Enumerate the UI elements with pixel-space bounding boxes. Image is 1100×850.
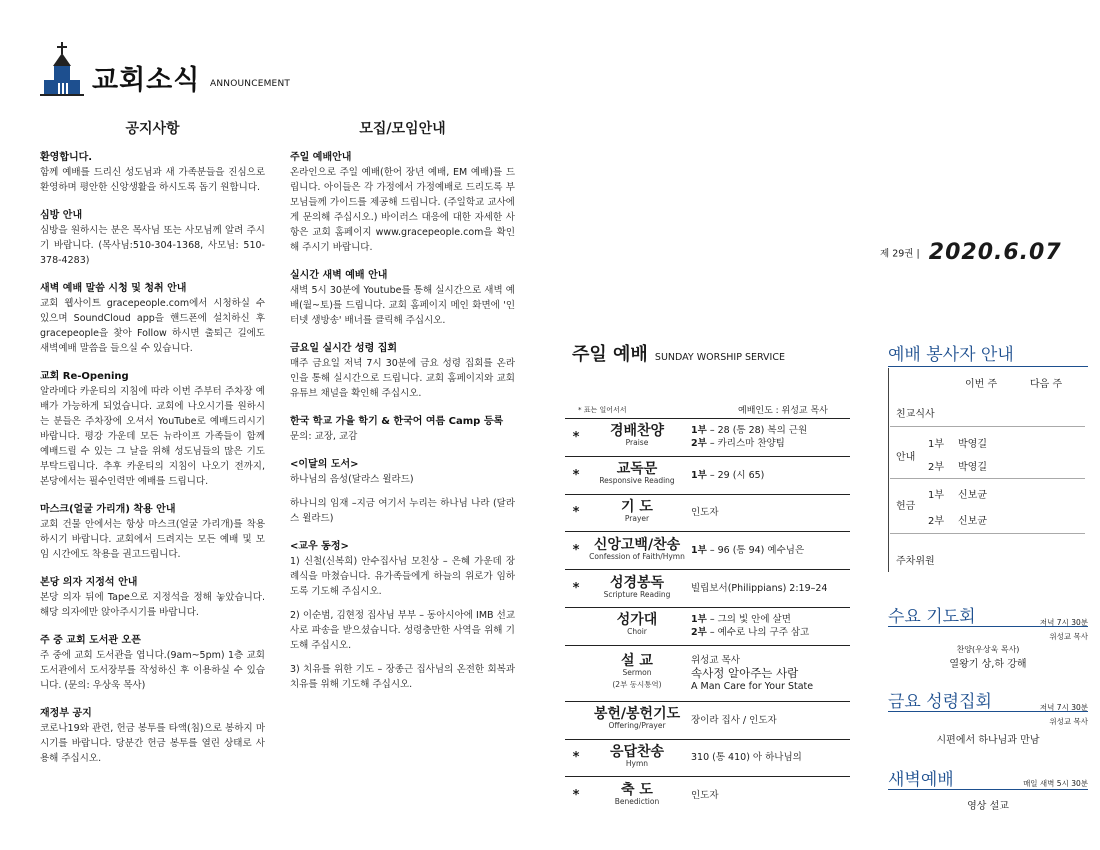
usher-part-1: 1부 xyxy=(928,439,945,450)
dawn-service-topic: 영상 설교 xyxy=(967,801,1009,812)
order-line: 310 (통 410) 아 하나님의 xyxy=(691,752,802,764)
order-name xyxy=(587,708,687,732)
page-title: 교회소식 xyxy=(92,65,201,96)
issue-date: 2020.6.07 xyxy=(928,240,1062,265)
notice-item xyxy=(40,281,265,356)
volunteers-border xyxy=(888,368,889,572)
order-name-ko: 성가대 xyxy=(616,612,658,629)
order-content xyxy=(687,506,850,519)
notice-body: 코로나19와 관련, 헌금 봉투를 타액(침)으로 봉하지 마시기를 바랍니다. 당분간 헌금 봉투를 열린 상태로 사용해 주십시오. xyxy=(40,723,265,764)
order-content xyxy=(687,613,850,639)
notice-body: 주 중에 교회 도서관을 엽니다.(9am~5pm) 1층 교회 도서관에서 도서장부를 작성하신 후 이용하실 수 있습니다. (문의: 우상욱 목사) xyxy=(40,650,265,691)
order-row xyxy=(565,569,850,607)
news-3: 3) 치유를 위한 기도 – 장종근 집사님의 온전한 회복과 치유를 위해 기도해 주십시오. xyxy=(290,664,515,690)
wed-prayer-title: 수요 기도회 xyxy=(888,607,976,627)
order-row xyxy=(565,739,850,777)
recruit-body: 온라인으로 주일 예배(한어 장년 예배, EM 예배)를 드립니다. 아이들은 각 가정에서 가정예배로 드리도록 부모님들께 가이드를 제공해 드립니다. (주일학교 교사에게 문의해 주십시오.) 바이러스 대응에 대한 자세한 사항은 교회 홈페이지 www.gracepeople.com을 확인해 주시기 바랍니다. xyxy=(290,167,515,253)
order-name-en: Hymn xyxy=(625,758,649,768)
order-content xyxy=(687,654,850,693)
order-line: – 96 (통 94) 예수님은 xyxy=(706,545,805,557)
order-line: – 카리스마 찬양팀 xyxy=(706,438,785,450)
notice-item xyxy=(40,502,265,562)
notice-body: 심방을 원하시는 분은 목사님 또는 사모님께 알려 주시기 바랍니다. (목사님:510-304-1368, 사모님: 510-378-4283) xyxy=(40,225,265,266)
order-name-ko: 기 도 xyxy=(621,498,653,515)
offering-name-2: 신보균 xyxy=(958,516,987,527)
order-name-ko: 교독문 xyxy=(616,461,658,478)
stand-mark: * xyxy=(572,788,580,804)
stand-mark: * xyxy=(572,543,580,559)
recruit-body: 매주 금요일 저녁 7시 30분에 금요 성령 집회를 온라인을 통해 실시간으로 드립니다. 교회 홈페이지와 교회 유튜브 채널을 확인해 주십시오. xyxy=(290,358,515,399)
notice-item xyxy=(40,208,265,268)
notice-title: 본당 의자 지정석 안내 xyxy=(40,577,138,588)
order-name xyxy=(587,536,687,563)
order-row xyxy=(565,418,850,456)
stand-mark: * xyxy=(572,581,580,597)
stand-note: * 표는 일어서서 xyxy=(578,406,627,414)
notice-title: 교회 Re-Opening xyxy=(40,371,129,382)
divider xyxy=(890,426,1085,427)
order-line: – 예수로 나의 구주 삼고 xyxy=(706,627,810,639)
recruit-item xyxy=(290,268,515,328)
order-name-en: Confession of Faith/Hymn xyxy=(589,551,685,561)
part-label: 2부 xyxy=(691,438,707,450)
notice-item xyxy=(40,369,265,489)
order-line: 빌립보서(Philippians) 2:19–24 xyxy=(691,583,828,595)
part-label: 1부 xyxy=(691,614,707,626)
usher-name-2: 박영길 xyxy=(958,462,987,473)
part-label: 1부 xyxy=(691,425,707,437)
order-content xyxy=(687,714,850,727)
recruit-title: 주일 예배안내 xyxy=(290,152,352,163)
order-row xyxy=(565,701,850,739)
recruit-column xyxy=(290,118,515,705)
order-name-note: (2부 동시통역) xyxy=(612,680,662,690)
recruit-title: <교우 동정> xyxy=(290,541,349,552)
fri-meeting-time: 저녁 7시 30분 xyxy=(1039,703,1088,712)
dawn-service-title: 새벽예배 xyxy=(888,770,954,790)
notice-title: 심방 안내 xyxy=(40,210,83,221)
sermon-title-en: A Man Care for Your State xyxy=(691,680,814,692)
volunteers-underline xyxy=(888,366,1088,367)
wed-prayer-preacher: 찬양(우상욱 목사) xyxy=(956,645,1020,654)
news-1: 1) 신철(신복희) 안수집사님 모친상 – 은혜 가운데 장례식을 마쳤습니다. 유가족들에게 하늘의 위로가 임하도록 기도해 주십시오. xyxy=(290,556,515,597)
notices-column xyxy=(40,118,265,779)
notice-title: 주 중 교회 도서관 오픈 xyxy=(40,635,141,646)
order-name-ko: 응답찬송 xyxy=(609,743,665,760)
issue-info xyxy=(880,240,1062,265)
order-name-en: Choir xyxy=(627,627,647,637)
order-row xyxy=(565,531,850,569)
church-icon xyxy=(40,42,84,98)
order-name xyxy=(587,614,687,638)
wed-prayer-leader: 위성교 목사 xyxy=(1049,632,1088,641)
notice-item xyxy=(40,633,265,693)
volunteers-title: 예배 봉사자 안내 xyxy=(888,345,1014,365)
order-name-en: Responsive Reading xyxy=(599,476,675,486)
next-week-header: 다음 주 xyxy=(1030,379,1063,390)
notice-body: 교회 웹사이트 gracepeople.com에서 시청하실 수 있으며 SoundCloud app을 핸드폰에 설치하신 후 gracepeople을 찾아 Follow 하시면 출퇴근 길에도 새벽예배 말씀을 들으실 수 있습니다. xyxy=(40,298,265,354)
news-2: 2) 이순범, 김현정 집사님 부부 – 동아시아에 IMB 선교사로 파송을 받으셨습니다. 성령충만한 사역을 위해 기도해 주십시오. xyxy=(290,610,515,651)
recruit-title: 금요일 실시간 성령 집회 xyxy=(290,343,398,354)
notice-body: 알라메다 카운티의 지침에 따라 이번 주부터 주차장 예배가 가능하게 되었습니다. 교회에 나오시기를 원하시는 분들은 주차장에 오셔서 YouTube로 예배드리시기 바랍니다. 평강 가운데 모든 뉴라이프 가족들이 함께 예배드릴 수 있는 그 날을 위해 성도님들의 많은 기도 부탁드립니다. 추후 카운티의 지침이 나오기 전까지, 본당에서는 필수인력만 예배를 드립니다. xyxy=(40,386,265,487)
divider xyxy=(890,478,1085,479)
notice-body: 본당 의자 뒤에 Tape으로 지정석을 정해 놓았습니다. 해당 의자에만 앉아주시기를 바랍니다. xyxy=(40,592,265,618)
order-content xyxy=(687,544,850,557)
order-name-en: Sermon xyxy=(622,668,652,678)
order-name xyxy=(587,781,687,808)
notice-item xyxy=(40,706,265,766)
part-label: 1부 xyxy=(691,545,707,557)
book-2: 하나니의 임재 –지금 여기서 누리는 하나님 나라 (달라스 윌라드) xyxy=(290,498,515,524)
worship-title-en: SUNDAY WORSHIP SERVICE xyxy=(654,352,785,363)
order-line: – 28 (통 28) 복의 근원 xyxy=(706,425,808,437)
offering-label: 헌금 xyxy=(896,501,916,512)
recruit-title: 실시간 새벽 예배 안내 xyxy=(290,270,388,281)
order-row xyxy=(565,494,850,532)
preacher: 위성교 목사 xyxy=(691,654,740,666)
dawn-service-time: 매일 새벽 5시 30분 xyxy=(1023,779,1088,788)
notice-title: 새벽 예배 말씀 시청 및 청취 안내 xyxy=(40,283,187,294)
order-content xyxy=(687,751,850,764)
recruit-item xyxy=(290,150,515,255)
order-line: 인도자 xyxy=(691,790,719,802)
worship-title xyxy=(572,340,785,366)
stand-mark: * xyxy=(572,467,580,483)
usher-label: 안내 xyxy=(896,452,916,463)
recruit-item xyxy=(290,457,515,526)
order-line: – 그의 빛 안에 살면 xyxy=(706,614,791,626)
divider xyxy=(890,533,1085,534)
order-name xyxy=(587,743,687,770)
order-name-en: Praise xyxy=(625,438,649,448)
fellowship-label: 친교식사 xyxy=(896,409,935,420)
order-row xyxy=(565,456,850,494)
notices-heading: 공지사항 xyxy=(125,121,180,137)
stand-mark: * xyxy=(572,429,580,445)
recruit-body: 새벽 5시 30분에 Youtube를 통해 실시간으로 새벽 예배(월~토)를 드립니다. 교회 홈페이지 메인 화면에 '인터넷 생방송' 배너를 클릭해 주십시오. xyxy=(290,285,515,326)
offering-name-1: 신보균 xyxy=(958,490,987,501)
recruit-item xyxy=(290,539,515,692)
order-name xyxy=(587,463,687,487)
notice-body: 교회 건물 안에서는 항상 마스크(얼굴 가리개)를 착용하시기 바랍니다. 교회에서 드려지는 모든 예배 및 모임 시간에도 착용을 권고드립니다. xyxy=(40,519,265,560)
order-line: – 29 (시 65) xyxy=(706,469,765,481)
worship-title-ko: 주일 예배 xyxy=(572,344,648,365)
fri-meeting-topic: 시편에서 하나님과 만남 xyxy=(936,735,1040,746)
notice-item xyxy=(40,575,265,620)
order-name-ko: 신앙고백/찬송 xyxy=(593,536,681,553)
recruit-title: 한국 학교 가을 학기 & 한국어 여름 Camp 등록 xyxy=(290,416,504,427)
order-row xyxy=(565,607,850,645)
recruit-body xyxy=(290,472,515,526)
book-1: 하나님의 음성(달라스 윌라드) xyxy=(290,474,414,485)
this-week-header: 이번 주 xyxy=(965,379,998,390)
notice-title: 환영합니다. xyxy=(40,152,93,163)
sermon-title-ko: 속사정 알아주는 사람 xyxy=(691,665,799,680)
order-name-en: Benediction xyxy=(614,796,660,806)
recruit-item xyxy=(290,341,515,401)
notice-body: 함께 예배를 드리신 성도님과 새 가족분들을 진심으로 환영하며 평안한 신앙생활을 하시도록 돕기 원합니다. xyxy=(40,167,265,193)
part-label: 2부 xyxy=(691,627,707,639)
order-content xyxy=(687,582,850,595)
order-name xyxy=(587,425,687,449)
order-content xyxy=(687,789,850,802)
order-content xyxy=(687,469,850,482)
order-name xyxy=(587,498,687,525)
order-name xyxy=(587,574,687,601)
page-subtitle: ANNOUNCEMENT xyxy=(210,79,291,89)
stand-mark: * xyxy=(572,750,580,766)
stand-mark: * xyxy=(572,505,580,521)
part-label: 1부 xyxy=(691,469,707,481)
worship-order xyxy=(565,418,850,814)
fri-meeting-title: 금요 성령집회 xyxy=(888,692,992,712)
order-name xyxy=(587,655,687,691)
order-name-ko: 축 도 xyxy=(621,781,653,798)
order-line: 장이라 집사 / 인도자 xyxy=(691,714,777,726)
usher-part-2: 2부 xyxy=(928,462,945,473)
order-name-ko: 설 교 xyxy=(621,653,653,670)
fri-meeting-leader: 위성교 목사 xyxy=(1049,717,1088,726)
offering-part-2: 2부 xyxy=(928,516,945,527)
dawn-service-underline xyxy=(888,789,1088,790)
order-name-ko: 성경봉독 xyxy=(609,574,665,591)
notice-title: 마스크(얼굴 가리개) 착용 안내 xyxy=(40,504,176,515)
recruit-title: <이달의 도서> xyxy=(290,459,359,470)
recruit-heading: 모집/모임안내 xyxy=(359,121,446,137)
order-name-en: Prayer xyxy=(624,513,650,523)
order-row xyxy=(565,645,850,701)
recruit-body xyxy=(290,554,515,692)
order-name-en: Offering/Prayer xyxy=(608,721,666,731)
order-content xyxy=(687,424,850,450)
notice-title: 재정부 공지 xyxy=(40,708,92,719)
order-line: 인도자 xyxy=(691,507,719,519)
wed-prayer-time: 저녁 7시 30분 xyxy=(1039,618,1088,627)
worship-leader: 예배인도 : 위성교 목사 xyxy=(738,406,828,416)
wed-prayer-topic: 열왕기 상,하 강해 xyxy=(949,659,1027,670)
notice-item xyxy=(40,150,265,195)
offering-part-1: 1부 xyxy=(928,490,945,501)
order-name-ko: 경배찬양 xyxy=(609,423,665,440)
parking-label: 주차위원 xyxy=(896,556,935,567)
order-name-en: Scripture Reading xyxy=(603,589,671,599)
issue-number: 제 29권 | xyxy=(880,248,920,260)
recruit-item xyxy=(290,414,515,444)
order-row xyxy=(565,776,850,814)
usher-name-1: 박영길 xyxy=(958,439,987,450)
order-name-ko: 봉헌/봉헌기도 xyxy=(593,706,681,723)
recruit-body: 문의: 교장, 교감 xyxy=(290,431,358,442)
